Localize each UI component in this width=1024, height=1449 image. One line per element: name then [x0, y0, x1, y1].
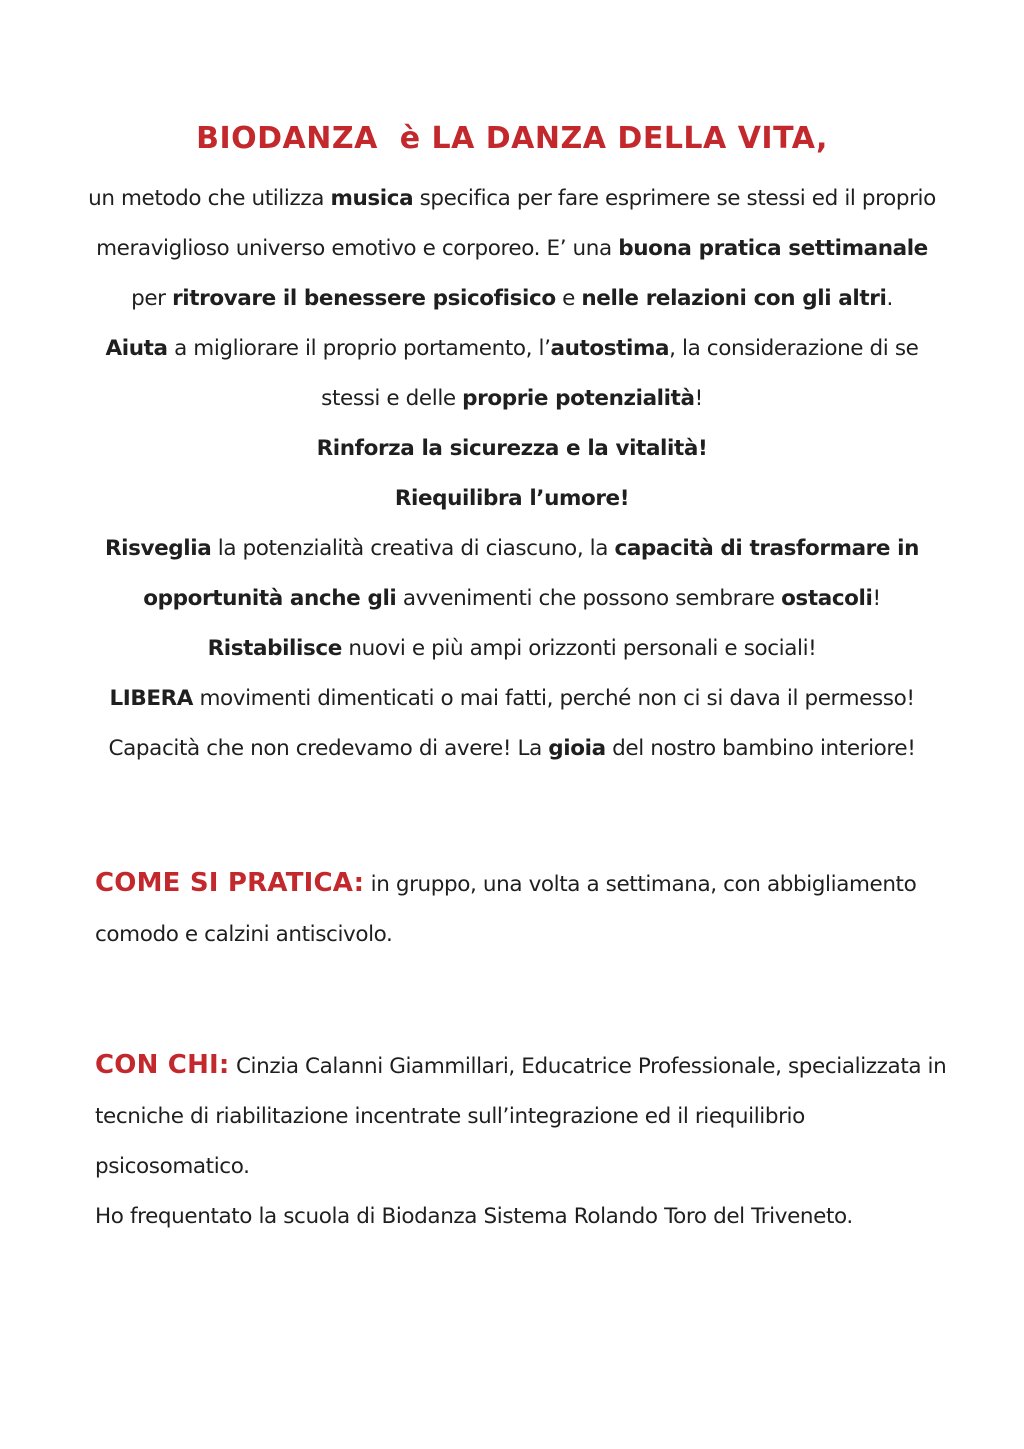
text-line: [0, 174, 1024, 224]
text-line: [0, 524, 1024, 574]
text-segment: comodo e calzini antiscivolo.: [95, 922, 393, 947]
text-line: [0, 724, 1024, 774]
text-segment: stessi e delle: [321, 386, 463, 411]
text-segment: meraviglioso universo emotivo e corporeo. E’ una: [96, 236, 619, 261]
text-segment: movimenti dimenticati o mai fatti, perché non ci si dava il permesso!: [193, 686, 915, 711]
text-segment: in gruppo, una volta a settimana, con abbigliamento: [364, 872, 917, 897]
text-line: [0, 624, 1024, 674]
text-segment: proprie potenzialità: [462, 386, 695, 411]
text-segment: Risveglia: [104, 536, 212, 561]
text-segment: autostima: [550, 336, 670, 361]
text-line: [0, 324, 1024, 374]
text-segment: Ristabilisce: [207, 636, 342, 661]
text-line: [0, 574, 1024, 624]
text-segment: a migliorare il proprio portamento, l’: [167, 336, 551, 361]
text-segment: del nostro bambino interiore!: [605, 736, 916, 761]
text-segment: nelle relazioni con gli altri: [581, 286, 887, 311]
text-segment: !: [872, 586, 881, 611]
text-line: [95, 1192, 954, 1242]
con-chi-section: [0, 1040, 1024, 1242]
text-segment: buona pratica settimanale: [618, 236, 928, 261]
text-line: [95, 858, 954, 910]
text-segment: Riequilibra l’umore!: [394, 486, 630, 511]
text-line: [95, 1092, 954, 1192]
text-segment: LIBERA: [109, 686, 194, 711]
text-segment: Cinzia Calanni Giammillari, Educatrice Professionale, specializzata in: [229, 1054, 947, 1079]
text-segment: un metodo che utilizza: [88, 186, 331, 211]
text-segment: la potenzialità creativa di ciascuno, la: [211, 536, 615, 561]
text-line: [95, 910, 954, 960]
text-line: [0, 274, 1024, 324]
section-label: CON CHI:: [95, 1050, 230, 1080]
text-segment: Ho frequentato la scuola di Biodanza Sistema Rolando Toro del Triveneto.: [95, 1204, 853, 1229]
text-segment: tecniche di riabilitazione incentrate sull’integrazione ed il riequilibrio psicosomatico.: [95, 1104, 805, 1179]
text-segment: e: [555, 286, 582, 311]
text-segment: per: [131, 286, 173, 311]
text-line: [0, 424, 1024, 474]
text-segment: ritrovare il benessere psicofisico: [172, 286, 556, 311]
text-segment: gioia: [548, 736, 606, 761]
text-segment: Capacità che non credevamo di avere! La: [108, 736, 549, 761]
text-segment: !: [694, 386, 703, 411]
text-segment: nuovi e più ampi orizzonti personali e sociali!: [341, 636, 817, 661]
section-label: COME SI PRATICA:: [95, 868, 365, 898]
text-line: [0, 674, 1024, 724]
text-segment: musica: [330, 186, 414, 211]
text-segment: Rinforza la sicurezza e la vitalità!: [316, 436, 708, 461]
text-segment: ostacoli: [781, 586, 873, 611]
intro-paragraph: [0, 174, 1024, 774]
text-segment: , la considerazione di se: [669, 336, 919, 361]
text-line: [0, 224, 1024, 274]
text-segment: Aiuta: [105, 336, 168, 361]
text-segment: .: [886, 286, 893, 311]
text-line: [0, 474, 1024, 524]
text-line: [0, 374, 1024, 424]
come-si-pratica-section: [0, 858, 1024, 960]
page-title: BIODANZA è LA DANZA DELLA VITA,: [196, 121, 828, 156]
text-line: [95, 1040, 954, 1092]
text-segment: avvenimenti che possono sembrare: [396, 586, 782, 611]
text-segment: specifica per fare esprimere se stessi ed il proprio: [413, 186, 936, 211]
text-segment: opportunità anche gli: [143, 586, 397, 611]
text-segment: capacità di trasformare in: [614, 536, 920, 561]
